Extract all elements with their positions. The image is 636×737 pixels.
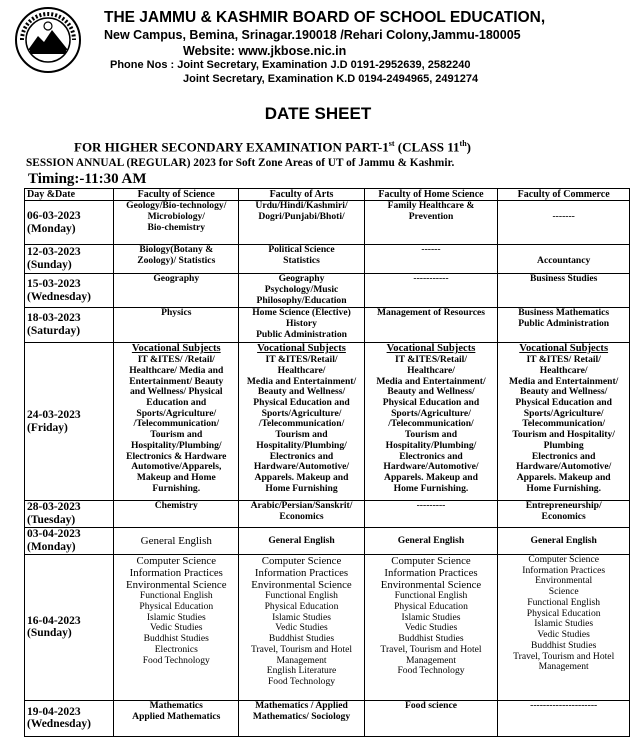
vocational-heading: Vocational Subjects — [519, 343, 609, 355]
subject-line: IT &ITES/ /Retail/ — [137, 354, 215, 366]
subject-line: Information Practices — [129, 567, 223, 580]
subject-cell-arts — [239, 308, 364, 343]
subject-cell-commerce — [498, 554, 630, 700]
subject-line: Public Administration — [518, 317, 610, 329]
subject-line: Media and Entertainment/ — [509, 375, 619, 387]
subject-line: Tourism and — [150, 429, 203, 441]
table-row — [25, 554, 630, 700]
subject-cell-science — [114, 343, 239, 501]
exam-date — [25, 274, 114, 308]
subject-line: Physics — [161, 307, 192, 319]
subject-line: Information Practices — [384, 567, 478, 580]
subject-line: Travel, Tourism and Hotel — [250, 643, 353, 655]
vocational-heading: Vocational Subjects — [386, 343, 476, 355]
day-text: (Tuesday) — [27, 514, 76, 527]
subject-line: Functional English — [394, 590, 468, 602]
subject-cell-home — [364, 501, 498, 528]
subject-line: Home Science (Elective) — [252, 307, 351, 319]
subject-line: Electronics & Hardware — [126, 450, 227, 462]
subject-line: Management — [405, 654, 457, 666]
subject-line: Media and Entertainment/ — [246, 375, 357, 387]
subject-line: History — [286, 317, 317, 329]
subject-line: Management of Resources — [376, 307, 485, 319]
subject-line: Travel, Tourism and Hotel — [380, 643, 482, 655]
exam-title: FOR HIGHER SECONDARY EXAMINATION PART-1st (CLASS 11th) — [74, 139, 471, 155]
subject-line: Functional English — [139, 590, 213, 602]
subject-line: Environmental Science — [126, 579, 227, 592]
day-text: (Saturday) — [27, 325, 81, 338]
date-text: 03-04-2023 — [27, 528, 81, 541]
subject-line: Sports/Agriculture/ — [136, 407, 217, 419]
table-row — [25, 245, 630, 274]
subject-line: Computer Science — [136, 554, 216, 567]
subject-line: Electronics — [154, 643, 198, 655]
subject-line: Geography — [153, 273, 200, 285]
subject-line: Business Studies — [529, 273, 598, 285]
subject-line: Philosophy/Education — [256, 294, 347, 306]
subject-line: Islamic Studies — [272, 611, 331, 623]
subject-line: Islamic Studies — [401, 611, 461, 623]
subject-line: --------------------- — [530, 699, 598, 711]
subject-line: Buddhist Studies — [398, 633, 464, 645]
subject-line: Food Technology — [397, 665, 465, 677]
vocational-heading: Vocational Subjects — [131, 343, 221, 355]
exam-date — [25, 501, 114, 528]
column-header: Faculty of Arts — [239, 189, 364, 201]
subject-cell-science — [114, 201, 239, 245]
day-text: (Wednesday) — [27, 290, 91, 303]
exam-date — [25, 245, 114, 274]
subject-line: --------- — [416, 500, 446, 512]
subject-line: Vedic Studies — [150, 622, 203, 634]
subject-line: Buddhist Studies — [531, 639, 597, 651]
day-text: (Monday) — [27, 541, 76, 554]
subject-line: Physical Education and — [382, 396, 480, 408]
subject-line: Sports/Agriculture/ — [391, 407, 471, 419]
subject-cell-home — [364, 274, 498, 308]
subject-line: Sports/Agriculture/ — [261, 407, 342, 419]
subject-line: Biology(Botany & — [139, 244, 214, 256]
subject-line: Hardware/Automotive/ — [383, 461, 479, 473]
subject-line: Information Practices — [254, 567, 349, 580]
subject-cell-science — [114, 308, 239, 343]
table-row — [25, 308, 630, 343]
table-row — [25, 501, 630, 528]
page-title: DATE SHEET — [264, 104, 372, 123]
subject-line: Management — [276, 654, 327, 666]
table-row — [25, 343, 630, 501]
subject-cell-commerce — [498, 501, 630, 528]
subject-line: Physical Education and — [515, 396, 612, 408]
subject-line: Apparels. Makeup and — [254, 472, 349, 484]
subject-line: Hospitality/Plumbing/ — [256, 439, 347, 451]
subject-line: Computer Science — [528, 553, 599, 565]
day-text: (Friday) — [27, 421, 68, 434]
subject-line: Automotive/Apparels, — [131, 461, 222, 473]
session-line: SESSION ANNUAL (REGULAR) 2023 for Soft Zone Areas of UT of Jammu & Kashmir. — [26, 157, 455, 169]
subject-line: Computer Science — [261, 554, 342, 567]
subject-line: /Telecommunication/ — [258, 418, 345, 430]
subject-line: General English — [530, 534, 597, 546]
date-text: 15-03-2023 — [27, 277, 81, 290]
timing: Timing:-11:30 AM — [28, 171, 147, 187]
subject-line: Tourism and — [275, 429, 328, 441]
subject-line: ------ — [421, 244, 441, 256]
subject-line: Food Technology — [267, 676, 336, 688]
subject-line: Chemistry — [154, 500, 198, 512]
column-header: Faculty of Commerce — [498, 189, 630, 201]
subject-line: and Wellness/ Physical — [129, 386, 223, 398]
subject-line: Food science — [405, 699, 457, 711]
subject-line: Healthcare/ — [407, 364, 455, 376]
exam-date — [25, 554, 114, 700]
subject-line: Furnishing. — [152, 482, 201, 494]
column-header: Faculty of Science — [114, 189, 239, 201]
subject-line: Beauty and Wellness/ — [387, 386, 475, 398]
subject-line: Media and Entertainment/ — [376, 375, 486, 387]
subject-line: Physical Education — [264, 600, 339, 612]
subject-line: Islamic Studies — [146, 611, 206, 623]
table-row — [25, 201, 630, 245]
day-text: (Wednesday) — [27, 718, 91, 731]
subject-line: Beauty and Wellness/ — [257, 386, 346, 398]
day-text: (Sunday) — [27, 627, 72, 640]
subject-cell-arts — [239, 501, 364, 528]
subject-cell-home — [364, 343, 498, 501]
subject-line: Healthcare/ — [277, 364, 326, 376]
subject-line: /Telecommunication/ — [133, 418, 219, 430]
subject-line: Dogri/Punjabi/Bhoti/ — [258, 210, 345, 222]
subject-line: General English — [268, 534, 335, 546]
subject-cell-science — [114, 501, 239, 528]
board-website: Website: www.jkbose.nic.in — [183, 44, 347, 58]
subject-line: Travel, Tourism and Hotel — [513, 650, 615, 662]
subject-line: ----------- — [413, 273, 449, 285]
subject-line: Geology/Bio-technology/ — [126, 200, 227, 212]
subject-line: Hardware/Automotive/ — [253, 461, 350, 473]
subject-line: Entrepreneurship/ — [525, 500, 602, 512]
date-text: 24-03-2023 — [27, 408, 81, 421]
date-sheet-table — [24, 188, 630, 737]
subject-line: Bio-chemistry — [147, 221, 206, 233]
column-header: Day &Date — [25, 189, 114, 201]
table-row — [25, 528, 630, 555]
subject-cell-commerce — [498, 274, 630, 308]
subject-line: Buddhist Studies — [143, 633, 209, 645]
subject-cell-arts — [239, 201, 364, 245]
subject-line: Vedic Studies — [275, 622, 328, 634]
subject-cell-home — [364, 308, 498, 343]
subject-line: Information Practices — [522, 564, 606, 576]
subject-line: Prevention — [408, 210, 454, 222]
subject-line: Home Furnishing — [265, 482, 338, 494]
subject-line: Entertainment/ Beauty — [129, 375, 224, 387]
date-text: 12-03-2023 — [27, 246, 81, 259]
subject-cell-arts — [239, 343, 364, 501]
subject-line: Environmental Science — [251, 579, 352, 592]
date-text: 18-03-2023 — [27, 312, 81, 325]
subject-line: Hardware/Automotive/ — [516, 461, 612, 473]
subject-line: Physical Education and — [253, 396, 350, 408]
subject-line: Business Mathematics — [518, 307, 610, 319]
subject-line: Mathematics — [149, 699, 203, 711]
subject-cell-science — [114, 274, 239, 308]
subject-line: Applied Mathematics — [132, 710, 221, 722]
subject-line: IT &ITES/Retail/ — [394, 354, 468, 366]
subject-line: Food Technology — [142, 654, 210, 666]
subject-cell-science — [114, 554, 239, 700]
subject-cell-science — [114, 700, 239, 736]
subject-line: ------- — [552, 210, 575, 222]
subject-line: Plumbing — [543, 439, 584, 451]
subject-line: Family Healthcare & — [387, 200, 475, 212]
day-text: (Sunday) — [27, 259, 72, 272]
date-text: 16-04-2023 — [27, 614, 81, 627]
subject-line: Sports/Agriculture/ — [523, 407, 604, 419]
vocational-heading: Vocational Subjects — [257, 343, 346, 355]
day-text: (Monday) — [27, 222, 76, 235]
subject-cell-commerce — [498, 343, 630, 501]
subject-line: Accountancy — [537, 254, 591, 266]
subject-line: Public Administration — [256, 328, 347, 340]
letterhead — [0, 0, 636, 90]
subject-line: Electronics and — [269, 450, 334, 462]
subject-cell-arts — [239, 274, 364, 308]
table-header-row — [25, 189, 630, 201]
subject-line: Telecommunication/ — [522, 418, 606, 430]
subject-line: Apparels. Makeup and — [516, 472, 611, 484]
subject-line: Geography — [278, 273, 325, 285]
subject-line: Home Furnishing. — [393, 482, 469, 494]
subject-line: Computer Science — [391, 554, 471, 567]
board-name: THE JAMMU & KASHMIR BOARD OF SCHOOL EDUCATION, — [104, 9, 546, 26]
date-text: 06-03-2023 — [27, 209, 81, 222]
subject-line: Tourism and Hospitality/ — [512, 429, 615, 441]
subject-cell-commerce — [498, 201, 630, 245]
subject-line: Vedic Studies — [404, 622, 458, 634]
subject-line: Environmental Science — [380, 579, 482, 592]
subject-line: Buddhist Studies — [268, 633, 335, 645]
subject-cell-commerce — [498, 308, 630, 343]
subject-line: Apparels. Makeup and — [384, 472, 478, 484]
phone-line-jammu: Phone Nos : Joint Secretary, Examination J.D 0191-2952639, 2582240 — [110, 59, 471, 71]
subject-line: Physical Education — [526, 607, 601, 619]
column-header: Faculty of Home Science — [364, 189, 498, 201]
subject-line: General English — [397, 534, 465, 546]
subject-line: Beauty and Wellness/ — [520, 386, 608, 398]
subject-line: Microbiology/ — [147, 210, 205, 222]
subject-line: IT &ITES/Retail/ — [265, 354, 338, 366]
subject-cell-home — [364, 245, 498, 274]
exam-date — [25, 528, 114, 555]
subject-cell-arts — [239, 528, 364, 555]
phone-line-kashmir: Joint Secretary, Examination K.D 0194-2494965, 2491274 — [183, 73, 479, 85]
subject-cell-commerce — [498, 528, 630, 555]
subject-line: Physical Education — [139, 600, 214, 612]
subject-line: Arabic/Persian/Sanskrit/ — [250, 500, 353, 512]
subject-cell-arts — [239, 700, 364, 736]
board-address: New Campus, Bemina, Srinagar.190018 /Rehari Colony,Jammu-180005 — [104, 28, 521, 42]
subject-cell-science — [114, 528, 239, 555]
subject-line: Hospitality/Plumbing/ — [385, 439, 477, 451]
subject-line: Mathematics / Applied — [255, 699, 348, 711]
subject-cell-commerce — [498, 245, 630, 274]
subject-cell-home — [364, 554, 498, 700]
table-row — [25, 700, 630, 736]
subject-line: Healthcare/ — [539, 364, 588, 376]
subject-line: /Telecommunication/ — [388, 418, 474, 430]
exam-date — [25, 308, 114, 343]
subject-line: Islamic Studies — [534, 618, 594, 630]
subject-line: Functional English — [527, 596, 601, 608]
subject-line: IT &ITES/ Retail/ — [526, 354, 601, 366]
subject-cell-home — [364, 201, 498, 245]
subject-line: Healthcare/ Media and — [129, 364, 224, 376]
subject-line: English Literature — [266, 665, 337, 677]
subject-cell-arts — [239, 554, 364, 700]
subject-line: Makeup and Home — [136, 472, 216, 484]
subject-cell-home — [364, 528, 498, 555]
subject-line: Political Science — [268, 244, 335, 256]
subject-line: Vedic Studies — [537, 629, 590, 641]
subject-line: Statistics — [283, 254, 320, 266]
subject-line: Hospitality/Plumbing/ — [130, 439, 222, 451]
subject-line: Electronics and — [531, 450, 596, 462]
subject-cell-science — [114, 245, 239, 274]
exam-date — [25, 343, 114, 501]
subject-line: Home Furnishing. — [526, 482, 601, 494]
subject-line: Economics — [541, 510, 586, 522]
subject-line: Urdu/Hindi/Kashmiri/ — [255, 200, 348, 212]
subject-line: Science — [548, 586, 579, 598]
subject-line: Economics — [279, 510, 324, 522]
subject-line: Mathematics/ Sociology — [252, 710, 351, 722]
subject-cell-commerce — [498, 700, 630, 736]
subject-line: Zoology)/ Statistics — [137, 254, 216, 266]
subject-line: Management — [538, 661, 589, 673]
subject-cell-arts — [239, 245, 364, 274]
exam-date — [25, 201, 114, 245]
subject-line: Functional English — [265, 590, 338, 602]
table-row — [25, 274, 630, 308]
subject-line: Psychology/Music — [264, 283, 339, 295]
subject-line: Education and — [146, 396, 207, 408]
date-text: 19-04-2023 — [27, 705, 81, 718]
exam-date — [25, 700, 114, 736]
subject-line: Physical Education — [394, 600, 468, 612]
date-text: 28-03-2023 — [27, 501, 81, 514]
subject-line: Tourism and — [404, 429, 458, 441]
subject-line: Electronics and — [399, 450, 463, 462]
board-seal-icon — [14, 6, 82, 74]
subject-cell-home — [364, 700, 498, 736]
subject-line: Environmental — [535, 575, 593, 587]
subject-line: General English — [140, 534, 212, 547]
